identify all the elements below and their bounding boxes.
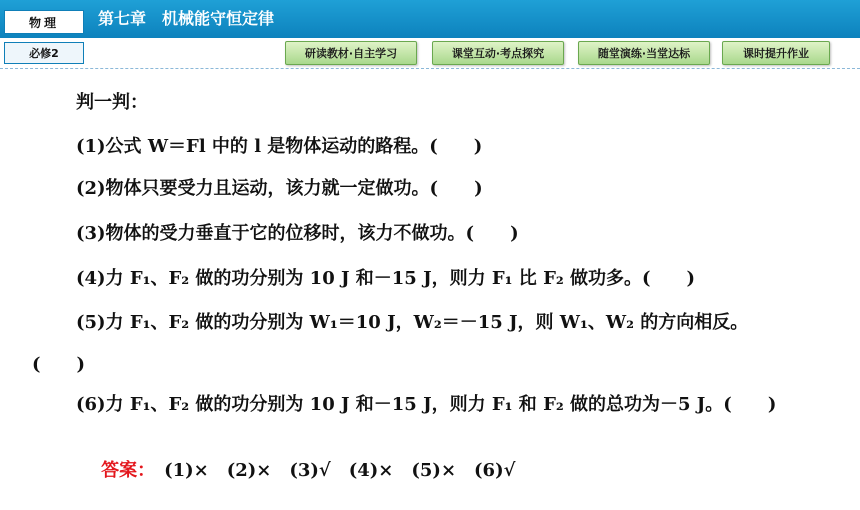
question-5-blank: ( ) [32, 354, 86, 375]
question-5: (5)力 F₁、F₂ 做的功分别为 W₁＝10 J，W₂＝－15 J，则 W₁、W₂ 的方向相反。 [76, 312, 749, 333]
chapter-title: 第七章 机械能守恒定律 [98, 9, 275, 28]
book-label: 必修2 [4, 42, 84, 64]
nav-button-practice[interactable]: 随堂演练·当堂达标 [578, 41, 710, 65]
question-3: (3)物体的受力垂直于它的位移时，该力不做功。( ) [76, 223, 519, 244]
answer-label: 答案： [101, 460, 147, 481]
question-6: (6)力 F₁、F₂ 做的功分别为 10 J 和－15 J，则力 F₁ 和 F₂ 做的总功为－5 J。( ) [76, 394, 777, 415]
answer-row [76, 432, 516, 481]
nav-button-homework[interactable]: 课时提升作业 [722, 41, 830, 65]
section-heading: 判一判： [76, 92, 148, 113]
nav-button-self-study[interactable]: 研读教材·自主学习 [285, 41, 417, 65]
nav-button-class-interaction[interactable]: 课堂互动·考点探究 [432, 41, 564, 65]
question-2: (2)物体只要受力且运动，该力就一定做功。( ) [76, 178, 483, 199]
question-1: (1)公式 W＝Fl 中的 l 是物体运动的路程。( ) [76, 136, 483, 157]
question-4: (4)力 F₁、F₂ 做的功分别为 10 J 和－15 J，则力 F₁ 比 F₂ 做功多。( ) [76, 268, 696, 289]
subject-label: 物理 [4, 10, 84, 34]
answer-values: (1)× (2)× (3)√ (4)× (5)× (6)√ [164, 460, 516, 481]
